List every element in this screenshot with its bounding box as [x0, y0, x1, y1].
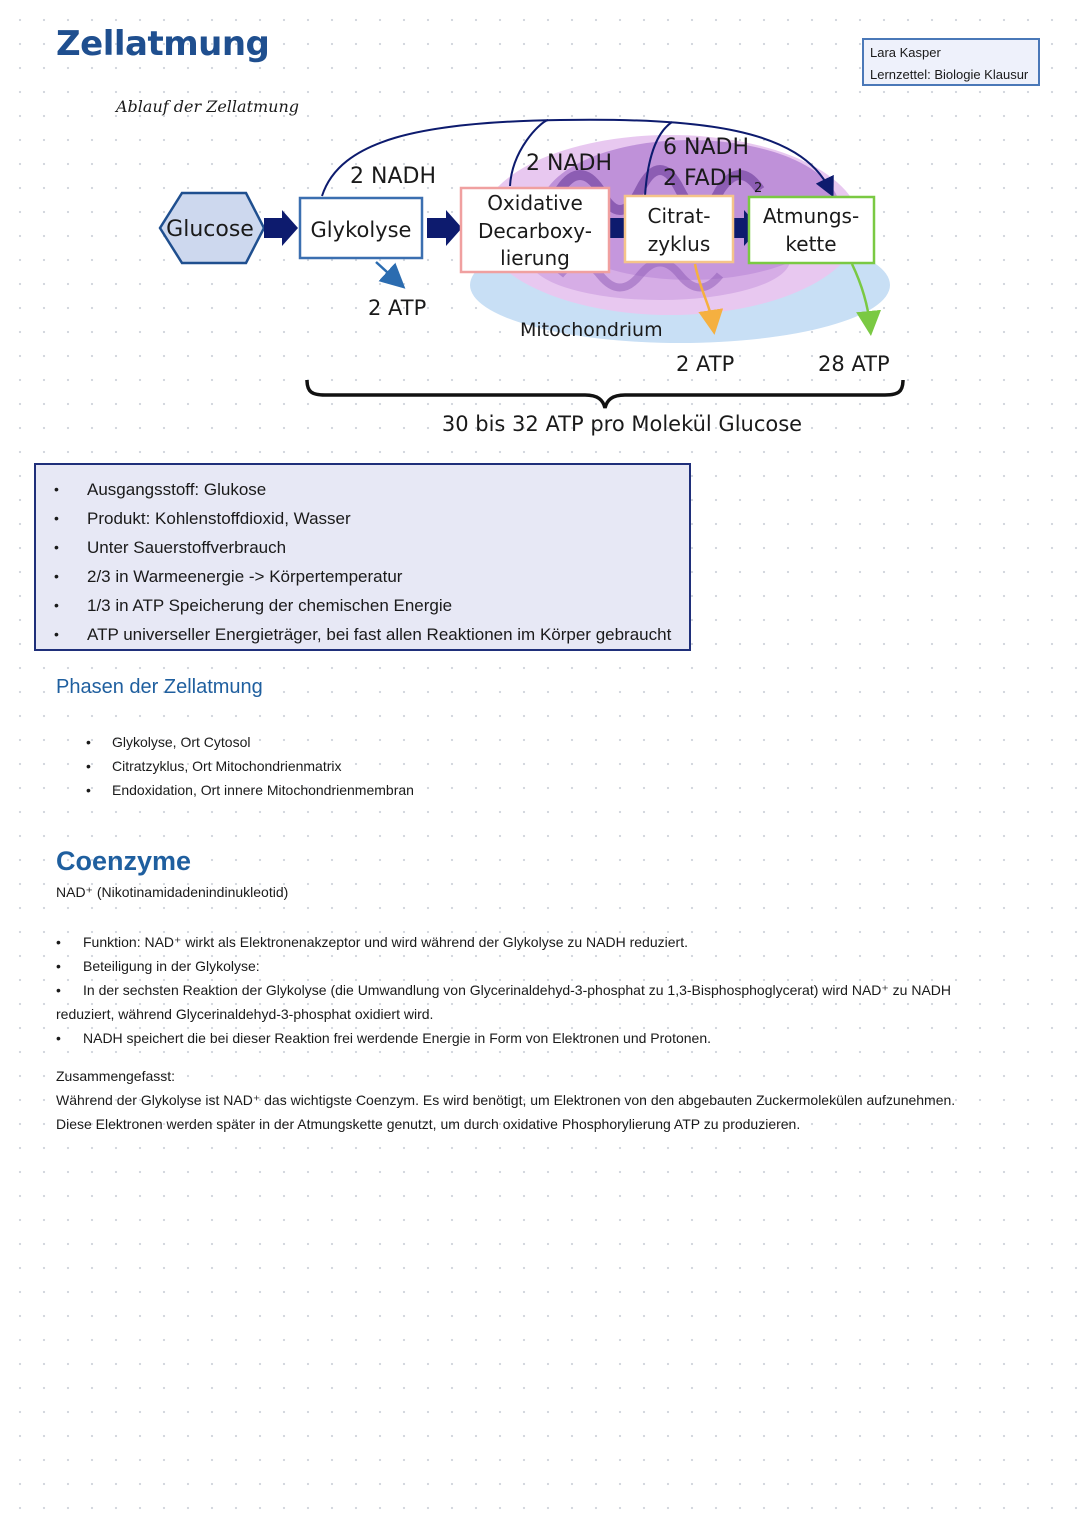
total-atp-label: 30 bis 32 ATP pro Molekül Glucose [441, 412, 803, 436]
phase-item: • Citratzyklus, Ort Mitochondrienmatrix [86, 754, 414, 778]
phases-heading: Phasen der Zellatmung [56, 676, 263, 698]
citrat-label-2: zyklus [647, 232, 711, 256]
summary-box [34, 463, 691, 651]
summary-item: • 1/3 in ATP Speicherung der chemischen Energie [54, 591, 689, 620]
coenzyme-summary-label: Zusammengefasst: [56, 1068, 176, 1084]
summary-list [54, 475, 689, 649]
fadh-citrat-label: 2 FADH [663, 166, 744, 191]
phases-list [86, 730, 414, 802]
atp-arrow-glykolyse [376, 262, 398, 282]
oxidative-label-1: Oxidative [487, 191, 583, 215]
phase-item: • Glykolyse, Ort Cytosol [86, 730, 414, 754]
flow-heading: Ablauf der Zellatmung [116, 97, 300, 116]
atp-citrat-label: 2 ATP [676, 352, 735, 376]
coenzyme-item: • NADH speichert die bei dieser Reaktion frei werdende Energie in Form von Elektronen und Protonen. [56, 1026, 976, 1050]
atp-glykolyse-label: 2 ATP [368, 296, 427, 320]
oxidative-label-3: lierung [500, 246, 570, 270]
coenzyme-item: • Beteiligung in der Glykolyse: [56, 954, 976, 978]
nadh-glykolyse-label: 2 NADH [350, 164, 436, 189]
summary-item: • ATP universeller Energieträger, bei fast allen Reaktionen im Körper gebraucht [54, 620, 689, 649]
coenzyme-heading: Coenzyme [56, 846, 192, 876]
phases-section [86, 730, 414, 802]
summary-item: • Produkt: Kohlenstoffdioxid, Wasser [54, 504, 689, 533]
nad-definition: NAD⁺ (Nikotinamidadenindinukleotid) [56, 884, 289, 900]
coenzyme-section [56, 930, 976, 1136]
page-title: Zellatmung [56, 24, 270, 64]
coenzyme-item: • Funktion: NAD⁺ wirkt als Elektronenakzeptor und wird während der Glykolyse zu NADH reduziert. [56, 930, 976, 954]
author-name: Lara Kasper [870, 45, 941, 60]
atmung-label-1: Atmungs- [762, 204, 860, 228]
citrat-label-1: Citrat- [647, 204, 711, 228]
phase-item: • Endoxidation, Ort innere Mitochondrienmembran [86, 778, 414, 802]
summary-item: • Unter Sauerstoffverbrauch [54, 533, 689, 562]
total-brace [307, 380, 903, 408]
flow-arrow-2 [427, 210, 462, 246]
coenzyme-item: • In der sechsten Reaktion der Glykolyse (die Umwandlung von Glycerinaldehyd-3-phosphat zu 1,3-Bisphosphoglycerat) wird NAD⁺ zu NADH reduziert, während Glycerinaldehyd-3-phosphat oxidiert wird. [56, 978, 976, 1026]
mitochondrium-label: Mitochondrium [520, 319, 663, 341]
nadh-citrat-label: 6 NADH [663, 135, 749, 160]
flow-arrow-1 [264, 210, 298, 246]
fadh-subscript: 2 [754, 181, 763, 196]
summary-item: • 2/3 in Warmeenergie -> Körpertemperatur [54, 562, 689, 591]
note-subtitle: Lernzettel: Biologie Klausur [870, 67, 1029, 82]
summary-item: • Ausgangsstoff: Glukose [54, 475, 689, 504]
zellatmung-diagram [0, 0, 1080, 450]
oxidative-label-2: Decarboxy- [477, 219, 593, 243]
atp-atmung-label: 28 ATP [818, 352, 890, 376]
glykolyse-label: Glykolyse [310, 218, 412, 242]
coenzyme-summary-text: Während der Glykolyse ist NAD⁺ das wichtigste Coenzym. Es wird benötigt, um Elektronen von den abgebauten Zuckermolekülen aufzunehmen. Diese Elektronen werden später in der Atmungskette genutzt, um durch oxidative Phosphorylierung ATP zu produzieren. [56, 1092, 956, 1132]
glucose-label: Glucose [166, 217, 254, 242]
atmung-label-2: kette [785, 232, 837, 256]
nadh-oxidative-label: 2 NADH [526, 151, 612, 176]
coenzyme-list [56, 930, 976, 1050]
